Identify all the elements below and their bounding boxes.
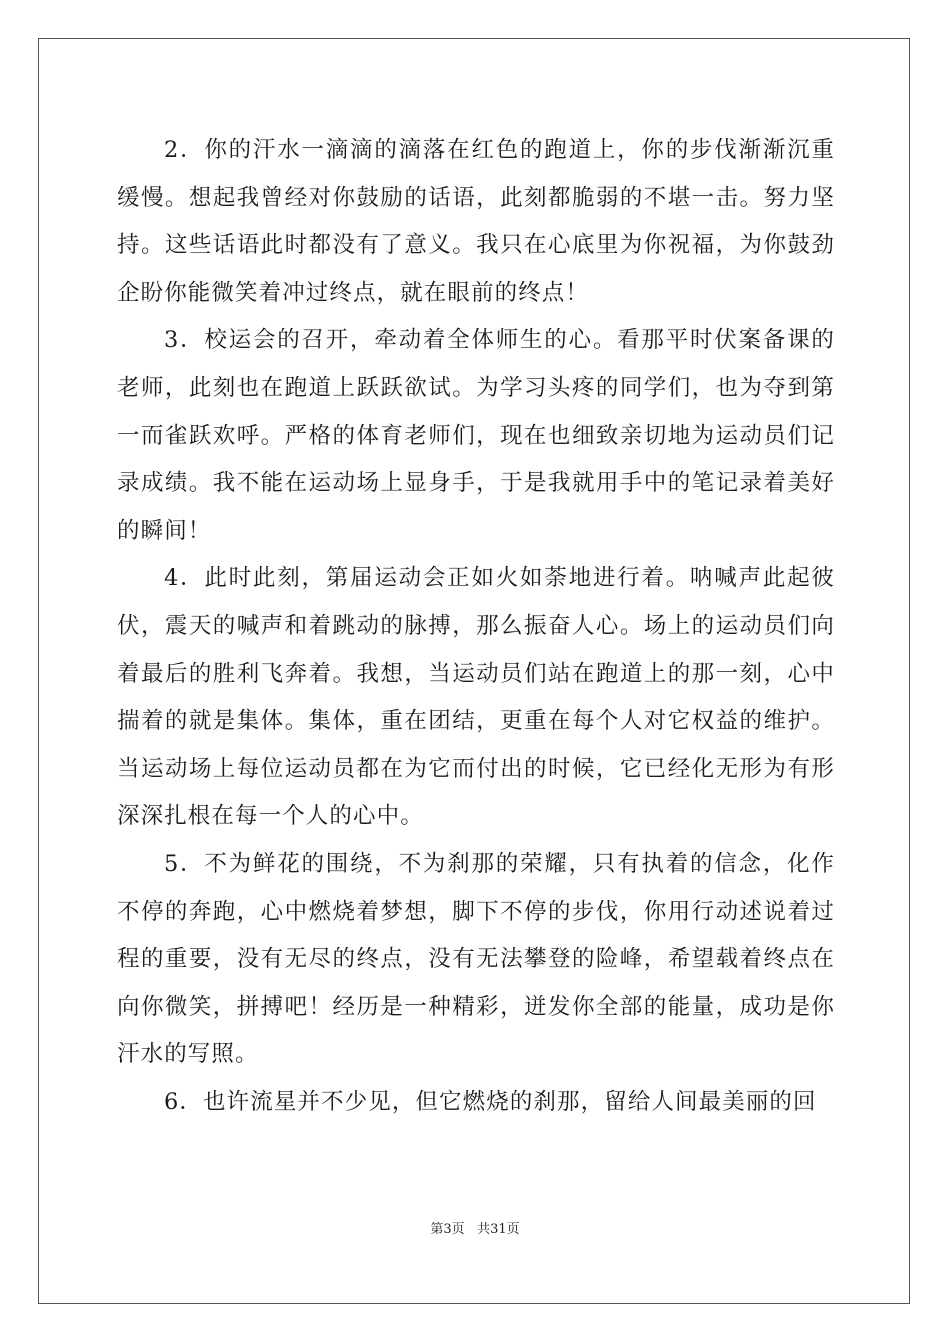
document-body [117, 127, 835, 1126]
page-footer [0, 1218, 950, 1237]
paragraph-5: 5．不为鲜花的围绕，不为刹那的荣耀，只有执着的信念，化作不停的奔跑，心中燃烧着梦想，脚下不停的步伐，你用行动述说着过程的重要，没有无尽的终点，没有无法攀登的险峰，希望载着终点在向你微笑，拼搏吧！经历是一种精彩，迸发你全部的能量，成功是你汗水的写照。 [117, 850, 835, 1068]
current-page-label: 第3页 [430, 1222, 465, 1237]
total-pages-label: 共31页 [477, 1222, 520, 1237]
paragraph-6: 6．也许流星并不少见，但它燃烧的刹那，留给人间最美丽的回 [164, 1088, 817, 1115]
paragraph-2: 2．你的汗水一滴滴的滴落在红色的跑道上，你的步伐渐渐沉重缓慢。想起我曾经对你鼓励的话语，此刻都脆弱的不堪一击。努力坚持。这些话语此时都没有了意义。我只在心底里为你祝福，为你鼓劲企盼你能微笑着冲过终点，就在眼前的终点！ [117, 137, 835, 306]
paragraph-4: 4．此时此刻，第届运动会正如火如荼地进行着。呐喊声此起彼伏，震天的喊声和着跳动的脉搏，那么振奋人心。场上的运动员们向着最后的胜利飞奔着。我想，当运动员们站在跑道上的那一刻，心中揣着的就是集体。集体，重在团结，更重在每个人对它权益的维护。当运动场上每位运动员都在为它而付出的时候，它已经化无形为有形深深扎根在每一个人的心中。 [117, 565, 835, 830]
paragraph-3: 3．校运会的召开，牵动着全体师生的心。看那平时伏案备课的老师，此刻也在跑道上跃跃欲试。为学习头疼的同学们，也为夺到第一而雀跃欢呼。严格的体育老师们，现在也细致亲切地为运动员们记录成绩。我不能在运动场上显身手，于是我就用手中的笔记录着美好的瞬间！ [117, 327, 835, 544]
